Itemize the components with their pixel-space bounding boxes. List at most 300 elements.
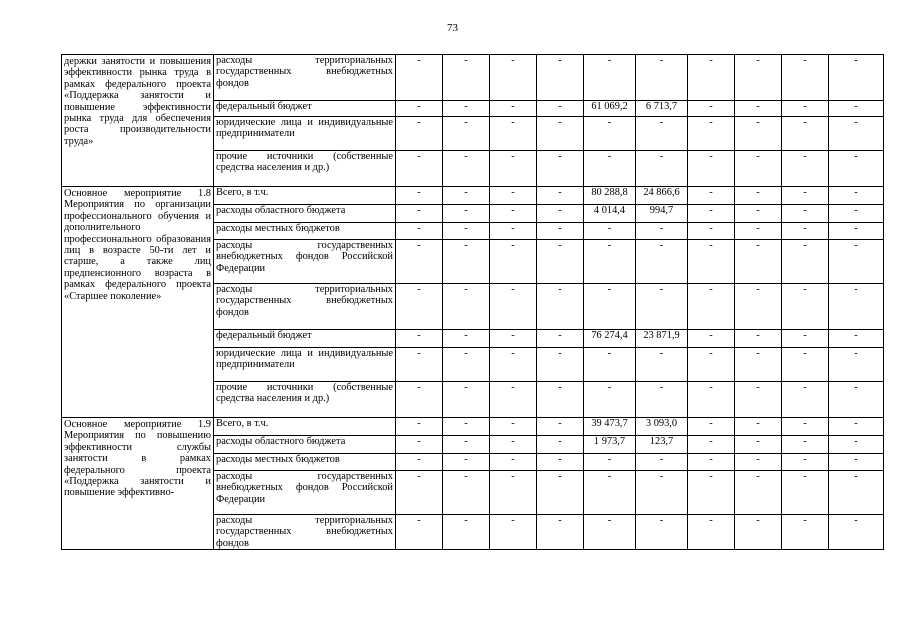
value-text: -: [464, 515, 468, 526]
value-text: -: [417, 382, 421, 393]
value-text: -: [464, 223, 468, 234]
value-text: -: [417, 151, 421, 162]
value-text: -: [511, 418, 515, 429]
value-cell: [584, 454, 636, 471]
funding-source-label: Всего, в т.ч.: [216, 418, 269, 429]
funding-source-label: Всего, в т.ч.: [216, 187, 269, 198]
value-cell: [829, 205, 884, 223]
value-cell: [688, 418, 735, 436]
value-cell: [584, 187, 636, 205]
value-text: -: [803, 284, 807, 295]
value-cell: [443, 205, 490, 223]
value-cell: [735, 151, 782, 187]
value-cell: [688, 382, 735, 418]
value-cell: [735, 471, 782, 515]
program-text: Основное мероприятие 1.8 Мероприятия по организации профессионального обучения и дополнительного профессионального образования лиц в возрасте 50-ти лет и старше, а также лиц предпенсионного возраста в рамках федерального проекта «Старшее поколение»: [64, 188, 211, 302]
value-text: -: [803, 348, 807, 359]
value-text: -: [709, 187, 713, 198]
value-cell: [688, 436, 735, 454]
value-text: -: [709, 515, 713, 526]
value-cell: [584, 55, 636, 101]
value-cell: [443, 117, 490, 151]
value-text: -: [417, 515, 421, 526]
value-cell: [688, 348, 735, 382]
value-cell: [829, 348, 884, 382]
value-text: -: [511, 471, 515, 482]
value-cell: [396, 284, 443, 330]
value-cell: [490, 382, 537, 418]
funding-source-cell: [214, 117, 396, 151]
value-cell: [443, 284, 490, 330]
value-text: -: [511, 436, 515, 447]
value-cell: [688, 240, 735, 284]
value-cell: [782, 330, 829, 348]
value-cell: [584, 418, 636, 436]
value-cell: [636, 454, 688, 471]
value-text: -: [756, 418, 760, 429]
value-cell: [782, 284, 829, 330]
funding-source-label: расходы областного бюджета: [216, 205, 346, 216]
value-text: -: [417, 436, 421, 447]
value-text: -: [854, 117, 858, 128]
value-text: -: [558, 471, 562, 482]
value-cell: [490, 454, 537, 471]
value-text: -: [756, 151, 760, 162]
value-text: -: [511, 205, 515, 216]
funding-source-label: федеральный бюджет: [216, 101, 312, 112]
value-text: -: [558, 101, 562, 112]
value-cell: [735, 515, 782, 550]
value-cell: [537, 55, 584, 101]
value-cell: [537, 240, 584, 284]
value-cell: [636, 101, 688, 117]
value-text: -: [464, 117, 468, 128]
value-cell: [829, 223, 884, 240]
value-cell: [490, 55, 537, 101]
funding-source-cell: [214, 471, 396, 515]
value-cell: [636, 117, 688, 151]
value-cell: [396, 187, 443, 205]
value-cell: [490, 471, 537, 515]
value-cell: [636, 55, 688, 101]
value-cell: [584, 101, 636, 117]
value-cell: [584, 284, 636, 330]
value-cell: [584, 205, 636, 223]
funding-source-label: юридические лица и индивидуальные предприниматели: [216, 117, 393, 140]
value-text: -: [464, 240, 468, 251]
value-cell: [490, 418, 537, 436]
funding-source-cell: [214, 284, 396, 330]
funding-source-label: федеральный бюджет: [216, 330, 312, 341]
value-cell: [537, 436, 584, 454]
value-text: -: [709, 101, 713, 112]
value-cell: [490, 205, 537, 223]
value-text: -: [854, 151, 858, 162]
value-cell: [829, 284, 884, 330]
value-cell: [636, 330, 688, 348]
value-cell: [490, 117, 537, 151]
value-text: -: [854, 515, 858, 526]
value-cell: [636, 382, 688, 418]
value-text: -: [464, 187, 468, 198]
value-text: -: [607, 515, 612, 526]
value-cell: [782, 515, 829, 550]
value-text: -: [558, 223, 562, 234]
value-text: -: [417, 223, 421, 234]
value-cell: [396, 382, 443, 418]
value-text: -: [803, 101, 807, 112]
value-cell: [396, 101, 443, 117]
value-cell: [735, 454, 782, 471]
value-text: -: [417, 418, 421, 429]
value-cell: [537, 117, 584, 151]
value-cell: [443, 454, 490, 471]
value-cell: [584, 382, 636, 418]
value-text: -: [511, 101, 515, 112]
value-cell: [782, 382, 829, 418]
value-cell: [636, 515, 688, 550]
value-text: -: [511, 382, 515, 393]
value-cell: [829, 382, 884, 418]
program-cell: [62, 418, 214, 550]
funding-source-cell: [214, 205, 396, 223]
value-cell: [396, 117, 443, 151]
value-text: -: [709, 205, 713, 216]
value-text: -: [558, 382, 562, 393]
value-text: -: [464, 418, 468, 429]
value-text: -: [511, 223, 515, 234]
value-cell: [490, 348, 537, 382]
value-cell: [735, 284, 782, 330]
value-text: -: [854, 240, 858, 251]
value-text: -: [756, 382, 760, 393]
value-cell: [735, 205, 782, 223]
value-cell: [396, 55, 443, 101]
value-text: -: [558, 330, 562, 341]
value-cell: [396, 454, 443, 471]
value-text: -: [417, 101, 421, 112]
funding-source-label: расходы местных бюджетов: [216, 454, 340, 465]
value-text: -: [756, 436, 760, 447]
program-cell: [62, 55, 214, 187]
value-cell: [782, 436, 829, 454]
value-cell: [829, 471, 884, 515]
value-text: -: [464, 205, 468, 216]
value-text: -: [756, 205, 760, 216]
value-cell: [584, 151, 636, 187]
value-text: -: [558, 284, 562, 295]
value-text: -: [803, 55, 807, 66]
value-text: -: [756, 240, 760, 251]
table-row: [62, 187, 884, 205]
value-text: 61 069,2: [591, 101, 628, 112]
value-cell: [490, 515, 537, 550]
value-text: -: [417, 284, 421, 295]
value-cell: [443, 240, 490, 284]
value-cell: [688, 101, 735, 117]
value-cell: [490, 330, 537, 348]
value-cell: [829, 101, 884, 117]
value-cell: [735, 55, 782, 101]
page-number: 73: [447, 22, 458, 34]
value-text: -: [511, 55, 515, 66]
value-text: -: [511, 330, 515, 341]
value-cell: [829, 240, 884, 284]
value-cell: [636, 418, 688, 436]
value-text: -: [854, 471, 858, 482]
value-cell: [490, 151, 537, 187]
value-text: -: [417, 471, 421, 482]
funding-source-cell: [214, 330, 396, 348]
value-text: -: [607, 151, 612, 162]
value-cell: [537, 348, 584, 382]
value-text: -: [854, 101, 858, 112]
funding-source-cell: [214, 240, 396, 284]
value-text: -: [803, 223, 807, 234]
value-cell: [490, 436, 537, 454]
value-cell: [688, 454, 735, 471]
value-cell: [396, 348, 443, 382]
value-cell: [490, 187, 537, 205]
value-cell: [636, 436, 688, 454]
value-text: -: [511, 151, 515, 162]
value-cell: [829, 55, 884, 101]
value-text: -: [417, 330, 421, 341]
value-cell: [584, 515, 636, 550]
value-cell: [537, 151, 584, 187]
funding-source-label: расходы местных бюджетов: [216, 223, 340, 234]
value-cell: [537, 223, 584, 240]
value-text: -: [803, 117, 807, 128]
value-text: -: [659, 240, 664, 251]
value-text: -: [558, 418, 562, 429]
funding-source-cell: [214, 187, 396, 205]
value-cell: [396, 330, 443, 348]
value-text: -: [511, 284, 515, 295]
value-text: -: [511, 240, 515, 251]
value-text: -: [803, 515, 807, 526]
value-text: -: [464, 101, 468, 112]
value-cell: [829, 117, 884, 151]
value-text: -: [558, 436, 562, 447]
value-cell: [490, 240, 537, 284]
value-text: -: [756, 223, 760, 234]
value-text: -: [659, 223, 664, 234]
value-cell: [443, 471, 490, 515]
value-cell: [688, 205, 735, 223]
funding-source-cell: [214, 436, 396, 454]
value-cell: [537, 418, 584, 436]
value-text: -: [558, 187, 562, 198]
value-cell: [688, 187, 735, 205]
funding-source-cell: [214, 101, 396, 117]
value-text: -: [709, 471, 713, 482]
value-cell: [829, 151, 884, 187]
value-text: -: [558, 454, 562, 465]
value-text: -: [558, 205, 562, 216]
value-text: -: [756, 117, 760, 128]
value-text: 23 871,9: [643, 330, 680, 341]
value-cell: [537, 515, 584, 550]
funding-source-label: расходы территориальных государственных внебюджетных фондов: [216, 284, 393, 318]
value-cell: [537, 471, 584, 515]
value-cell: [829, 187, 884, 205]
value-cell: [443, 151, 490, 187]
value-text: -: [607, 348, 612, 359]
value-text: -: [803, 187, 807, 198]
value-cell: [735, 240, 782, 284]
funding-source-label: юридические лица и индивидуальные предприниматели: [216, 348, 393, 371]
value-text: -: [558, 240, 562, 251]
value-text: -: [417, 187, 421, 198]
value-text: -: [659, 382, 664, 393]
budget-table: [61, 54, 884, 550]
value-text: -: [558, 348, 562, 359]
funding-source-cell: [214, 55, 396, 101]
value-text: -: [709, 284, 713, 295]
value-cell: [636, 471, 688, 515]
value-text: -: [709, 223, 713, 234]
value-cell: [537, 454, 584, 471]
value-cell: [443, 101, 490, 117]
value-cell: [396, 223, 443, 240]
value-text: -: [756, 471, 760, 482]
value-text: -: [464, 348, 468, 359]
value-text: 76 274,4: [591, 330, 628, 341]
value-text: -: [803, 382, 807, 393]
value-text: -: [854, 223, 858, 234]
value-cell: [735, 436, 782, 454]
value-cell: [782, 348, 829, 382]
value-cell: [443, 348, 490, 382]
value-cell: [584, 348, 636, 382]
value-text: -: [854, 418, 858, 429]
value-cell: [636, 187, 688, 205]
value-cell: [829, 418, 884, 436]
value-text: -: [756, 55, 760, 66]
value-cell: [443, 515, 490, 550]
value-text: -: [607, 117, 612, 128]
value-text: -: [709, 240, 713, 251]
value-cell: [688, 151, 735, 187]
value-text: -: [464, 55, 468, 66]
value-text: -: [803, 436, 807, 447]
table-row: [62, 55, 884, 101]
value-cell: [688, 117, 735, 151]
value-cell: [735, 382, 782, 418]
value-text: -: [709, 348, 713, 359]
value-text: -: [803, 454, 807, 465]
value-text: -: [756, 101, 760, 112]
value-cell: [490, 101, 537, 117]
value-text: -: [756, 330, 760, 341]
value-cell: [782, 240, 829, 284]
value-cell: [584, 223, 636, 240]
value-text: -: [659, 454, 664, 465]
table-row: [62, 418, 884, 436]
value-text: -: [464, 454, 468, 465]
value-text: -: [511, 454, 515, 465]
value-text: -: [417, 117, 421, 128]
value-text: -: [803, 330, 807, 341]
funding-source-label: прочие источники (собственные средства населения и др.): [216, 151, 393, 174]
value-text: -: [659, 284, 664, 295]
value-text: -: [854, 348, 858, 359]
value-text: -: [417, 205, 421, 216]
value-cell: [782, 471, 829, 515]
value-text: -: [558, 515, 562, 526]
value-text: -: [607, 454, 612, 465]
value-text: 39 473,7: [591, 418, 628, 429]
value-text: -: [659, 151, 664, 162]
value-text: -: [607, 240, 612, 251]
value-cell: [636, 240, 688, 284]
value-cell: [584, 330, 636, 348]
value-cell: [537, 205, 584, 223]
funding-source-label: расходы государственных внебюджетных фондов Российской Федерации: [216, 240, 393, 274]
value-text: -: [464, 284, 468, 295]
value-text: -: [803, 205, 807, 216]
value-cell: [735, 117, 782, 151]
value-text: -: [464, 382, 468, 393]
funding-source-label: расходы территориальных государственных внебюджетных фондов: [216, 515, 393, 549]
value-cell: [396, 436, 443, 454]
value-text: -: [607, 55, 612, 66]
value-cell: [829, 454, 884, 471]
value-cell: [782, 205, 829, 223]
value-text: -: [558, 117, 562, 128]
value-cell: [443, 382, 490, 418]
value-text: -: [854, 382, 858, 393]
value-text: -: [607, 284, 612, 295]
value-text: -: [511, 348, 515, 359]
value-cell: [735, 223, 782, 240]
program-cell: [62, 187, 214, 418]
value-cell: [443, 55, 490, 101]
value-text: -: [659, 515, 664, 526]
funding-source-cell: [214, 418, 396, 436]
value-cell: [636, 284, 688, 330]
funding-source-cell: [214, 223, 396, 240]
value-text: -: [558, 151, 562, 162]
value-cell: [396, 205, 443, 223]
value-text: -: [803, 151, 807, 162]
value-text: -: [464, 151, 468, 162]
value-cell: [782, 117, 829, 151]
value-text: -: [756, 348, 760, 359]
value-cell: [829, 436, 884, 454]
value-cell: [782, 223, 829, 240]
value-text: 1 973,7: [593, 436, 626, 447]
value-text: -: [558, 55, 562, 66]
funding-source-cell: [214, 151, 396, 187]
value-cell: [829, 330, 884, 348]
value-text: -: [607, 471, 612, 482]
value-cell: [490, 223, 537, 240]
value-text: 4 014,4: [593, 205, 626, 216]
value-text: 123,7: [649, 436, 674, 447]
funding-source-label: расходы областного бюджета: [216, 436, 346, 447]
value-cell: [735, 330, 782, 348]
value-text: -: [417, 240, 421, 251]
value-text: -: [854, 330, 858, 341]
value-text: -: [417, 454, 421, 465]
value-text: -: [803, 240, 807, 251]
value-cell: [782, 418, 829, 436]
value-text: -: [756, 454, 760, 465]
funding-source-cell: [214, 454, 396, 471]
value-text: -: [659, 55, 664, 66]
